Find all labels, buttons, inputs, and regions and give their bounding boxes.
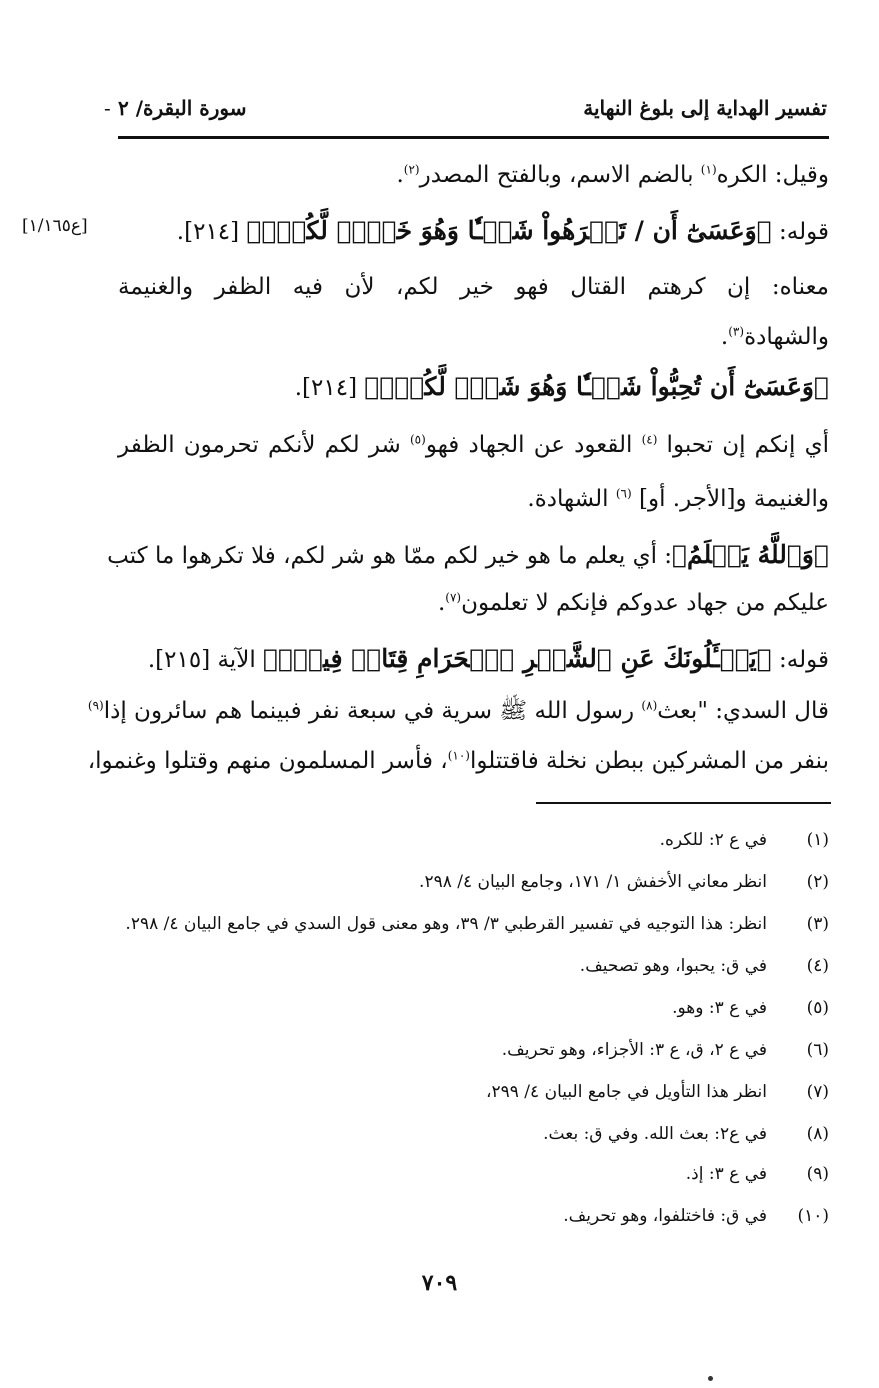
margin-manuscript-ref: [ع١/١٦٥]: [22, 216, 88, 236]
footnote-text: في ع ٢، ق، ع ٣: الأجزاء، وهو تحريف.: [501, 1040, 767, 1060]
quran-verse: ﴿وَٱللَّهُ يَعۡلَمُ﴾: [672, 540, 829, 569]
footnote-text: في ق: فاختلفوا، وهو تحريف.: [563, 1206, 767, 1226]
body-line-11: [87, 696, 829, 727]
footnote: [118, 914, 829, 934]
text: شر لكم لأنكم تحرمون الظفر: [118, 432, 410, 458]
text: بالضم الاسم، وبالفتح المصدر: [419, 162, 701, 188]
footnote-text: انظر هذا التأويل في جامع البيان ٤/ ٢٩٩،: [486, 1082, 767, 1102]
book-title: تفسير الهداية إلى بلوغ النهاية: [583, 96, 827, 120]
text: .: [396, 162, 404, 188]
footnote-number: (٧): [806, 1082, 829, 1102]
footnote-separator: [536, 802, 831, 804]
body-line-7: [118, 484, 829, 515]
footnote-ref-6[interactable]: (٦): [615, 486, 632, 501]
footnote-text: انظر: هذا التوجيه في تفسير القرطبي ٣/ ٣٩، وهو معنى قول السدي في جامع البيان ٤/ ٢٩٨.: [125, 914, 767, 934]
footnote: [118, 1206, 829, 1226]
footnote-ref-9[interactable]: (٩): [87, 698, 104, 713]
body-line-12: [87, 746, 829, 777]
text: قال السدي: "بعث: [657, 698, 829, 724]
text: رسول الله ﷺ سرية في سبعة نفر فبينما هم سائرون إذا: [103, 698, 642, 724]
scan-speck: [708, 1376, 713, 1381]
header-rule: [118, 136, 829, 139]
body-line-2: [118, 214, 829, 248]
verse-ref: [٢١٤].: [294, 375, 365, 401]
text: وقيل: الكره: [716, 162, 829, 188]
body-line-5: [118, 370, 829, 404]
footnote-ref-3[interactable]: (٣): [728, 324, 745, 339]
footnote: [118, 998, 829, 1018]
footnote: [118, 1040, 829, 1060]
footnote-text: في ع٢: بعث الله. وفي ق: بعث.: [543, 1124, 767, 1144]
text: عليكم من جهاد عدوكم فإنكم لا تعلمون: [461, 590, 829, 616]
text: القعود عن الجهاد فهو: [425, 432, 642, 458]
footnote-text: انظر معاني الأخفش ١/ ١٧١، وجامع البيان ٤/ ٢٩٨.: [419, 872, 767, 892]
text: والشهادة: [744, 324, 829, 350]
footnote-number: (٤): [806, 956, 829, 976]
footnote-number: (٥): [806, 998, 829, 1018]
text: قوله:: [771, 647, 829, 673]
footnote-ref-4[interactable]: (٤): [641, 432, 658, 447]
footnote-number: (٦): [806, 1040, 829, 1060]
page-number: ٧٠٩: [421, 1270, 458, 1296]
body-line-4: [118, 322, 829, 353]
surah-label: سورة البقرة/ ٢: [118, 96, 247, 120]
footnote: [118, 830, 829, 850]
text: بنفر من المشركين ببطن نخلة فاقتتلوا: [469, 748, 829, 774]
footnote: [118, 1164, 829, 1184]
footnote-ref-8[interactable]: (٨): [641, 698, 658, 713]
footnote-number: (١): [806, 830, 829, 850]
footnote-ref-2[interactable]: (٢): [403, 162, 420, 177]
footnote: [118, 1124, 829, 1144]
footnote-ref-10[interactable]: (١٠): [447, 748, 470, 763]
footnote-number: (٨): [806, 1124, 829, 1144]
text: .: [720, 324, 729, 350]
footnote-number: (٢): [806, 872, 829, 892]
footnote-ref-7[interactable]: (٧): [445, 590, 462, 605]
body-line-9: [118, 588, 829, 619]
footnote: [118, 872, 829, 892]
text: والغنيمة و[الأجر. أو]: [631, 486, 829, 512]
footnote-text: في ع ٣: إذ.: [685, 1164, 767, 1184]
footnote-text: في ع ٣: وهو.: [672, 998, 767, 1018]
body-line-3: معناه: إن كرهتم القتال فهو خير لكم، لأن فيه الظفر والغنيمة: [118, 274, 829, 300]
body-line-6: [118, 430, 829, 461]
text: الشهادة.: [527, 486, 616, 512]
footnote-number: (٩): [806, 1164, 829, 1184]
footnote-ref-1[interactable]: (١): [700, 162, 717, 177]
footnote-text: في ع ٢: للكره.: [659, 830, 767, 850]
text: : أي يعلم ما هو خير لكم ممّا هو شر لكم، فلا تكرهوا ما كتب: [107, 543, 673, 569]
header-dash: -: [104, 96, 111, 120]
footnote-text: في ق: يحبوا، وهو تصحيف.: [579, 956, 767, 976]
text: أي إنكم إن تحبوا: [657, 432, 830, 458]
footnote-ref-5[interactable]: (٥): [409, 432, 426, 447]
quran-verse: ﴿يَسۡـَٔلُونَكَ عَنِ ٱلشَّهۡرِ ٱلۡحَرَامِ قِتَالٖ فِيهِۖ﴾: [263, 644, 772, 673]
quran-verse: ﴿وَعَسَىٰٓ أَن / تَكۡرَهُواْ شَيۡـٔٗا وَهُوَ خَيۡرٞ لَّكُمۡۖ﴾: [246, 216, 772, 245]
text: قوله:: [771, 219, 829, 245]
body-line-10: [118, 642, 829, 676]
text: الآية [٢١٥].: [147, 647, 264, 673]
body-line-8: [107, 538, 829, 572]
body-line-1: [118, 160, 829, 191]
footnote: [118, 956, 829, 976]
text: .: [437, 590, 446, 616]
quran-verse: ﴿وَعَسَىٰٓ أَن تُحِبُّواْ شَيۡـٔٗا وَهُوَ شَرّٞ لَّكُمۡۚ﴾: [364, 372, 829, 401]
verse-ref: [٢١٤].: [176, 219, 247, 245]
text: ، فأسر المسلمون منهم وقتلوا وغنموا،: [87, 748, 448, 774]
footnote: [118, 1082, 829, 1102]
footnote-number: (٣): [806, 914, 829, 934]
footnote-number: (١٠): [797, 1206, 829, 1226]
